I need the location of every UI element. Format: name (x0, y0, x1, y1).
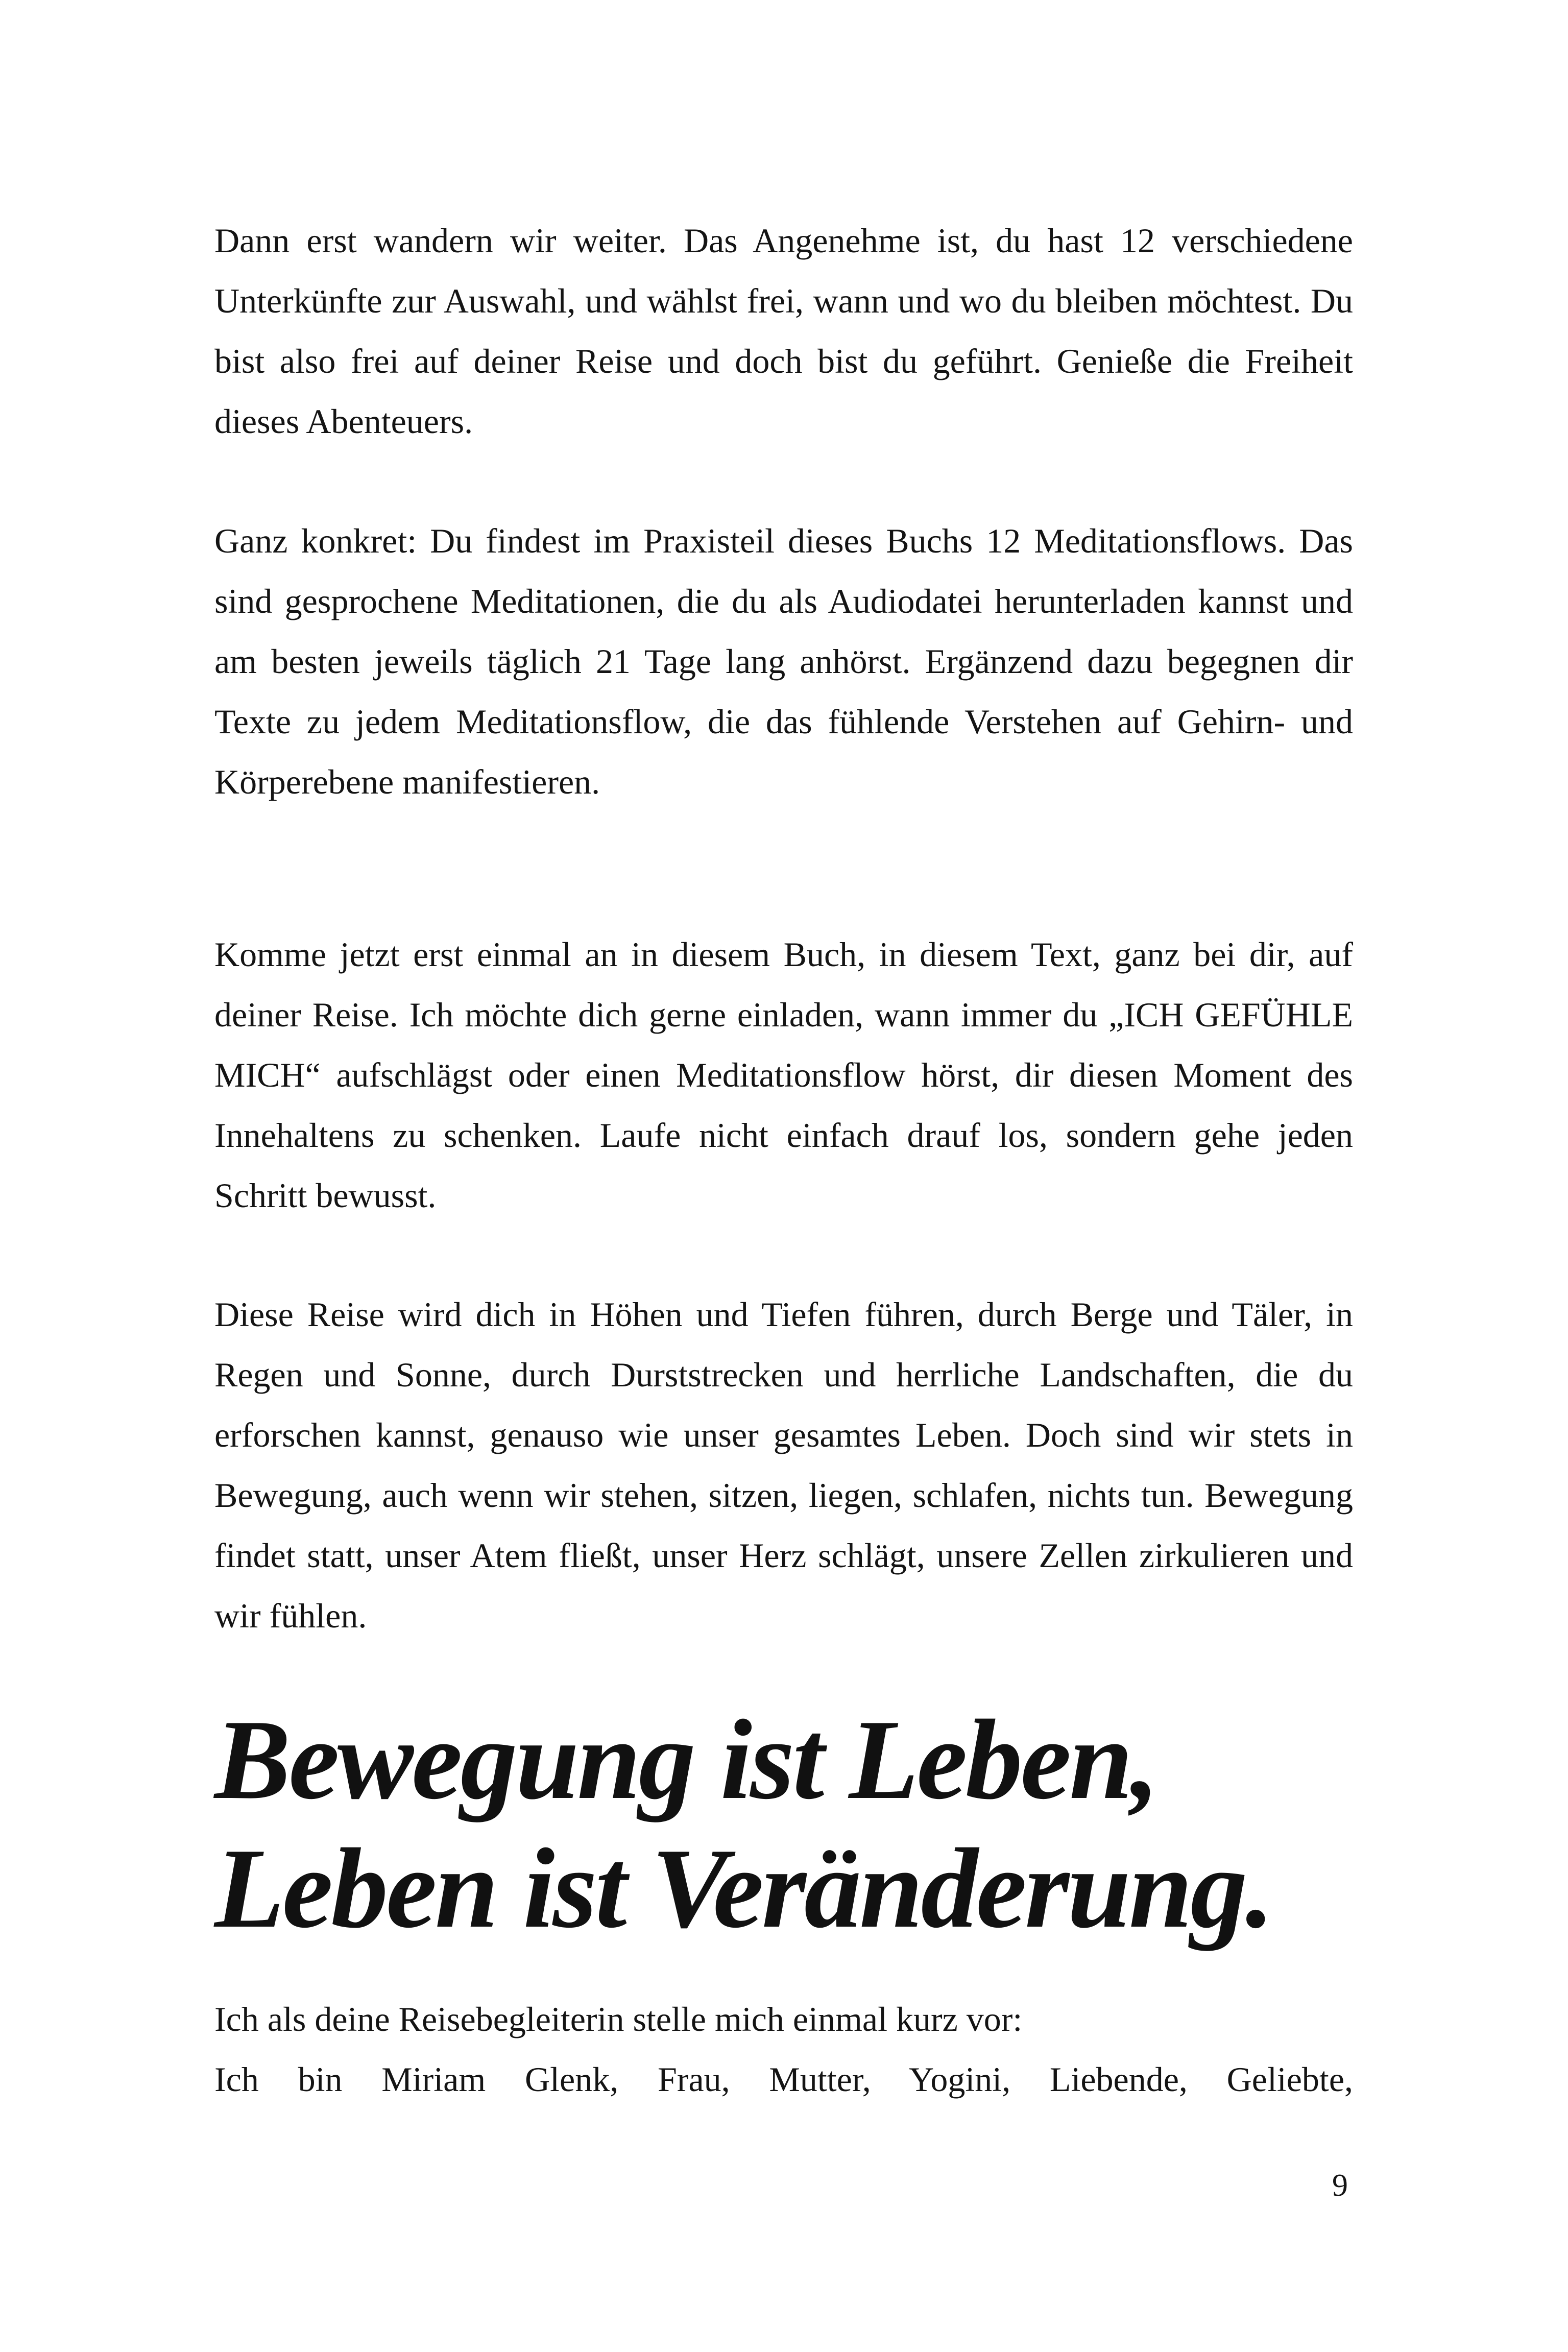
paragraph-meditation-flows: Ganz konkret: Du findest im Praxisteil dieses Buchs 12 Meditationsflows. Das sind gesprochene Meditationen, die du als Audiodatei herunterladen kannst und am besten jeweils täglich 21 Tage lang anhörst. Ergänzend dazu begegnen dir Texte zu jedem Meditationsflow, die das fühlende Verstehen auf Gehirn- und Körperebene manifestieren. (214, 521, 1353, 801)
introduction-line-1: Ich als deine Reisebegleiterin stelle mich einmal kurz vor: (214, 2000, 1023, 2038)
paragraph-introduction (214, 1989, 1353, 2109)
pull-quote-line-2: Leben ist Veränderung. (214, 1825, 1272, 1952)
paragraph-movement: Diese Reise wird dich in Höhen und Tiefen führen, durch Berge und Täler, in Regen und Sonne, durch Durststrecken und herrliche Landschaften, die du erforschen kannst, genauso wie unser gesamtes Leben. Doch sind wir stets in Bewegung, auch wenn wir stehen, sitzen, liegen, schlafen, nichts tun. Bewegung findet statt, unser Atem fließt, unser Herz schlägt, unsere Zellen zirkulieren und wir fühlen. (214, 1295, 1353, 1635)
paragraph-journey-freedom: Dann erst wandern wir weiter. Das Angenehme ist, du hast 12 verschiedene Unterkünfte zur Auswahl, und wählst frei, wann und wo du bleiben möchtest. Du bist also frei auf deiner Reise und doch bist du geführt. Genieße die Freiheit dieses Abenteuers. (214, 221, 1353, 441)
pull-quote-line-1: Bewegung ist Leben, (214, 1696, 1157, 1823)
paragraph-arrive: Komme jetzt erst einmal an in diesem Buch, in diesem Text, ganz bei dir, auf deiner Reise. Ich möchte dich gerne einladen, wann immer du „ICH GEFÜHLE MICH“ aufschlägst oder einen Meditationsflow hörst, dir diesen Moment des Innehaltens zu schenken. Laufe nicht einfach drauf los, sondern gehe jeden Schritt bewusst. (214, 935, 1353, 1215)
pull-quote (214, 1695, 1389, 1953)
page-number: 9 (1332, 2168, 1348, 2203)
introduction-line-2: Ich bin Miriam Glenk, Frau, Mutter, Yogini, Liebende, Geliebte, (214, 2060, 1353, 2099)
